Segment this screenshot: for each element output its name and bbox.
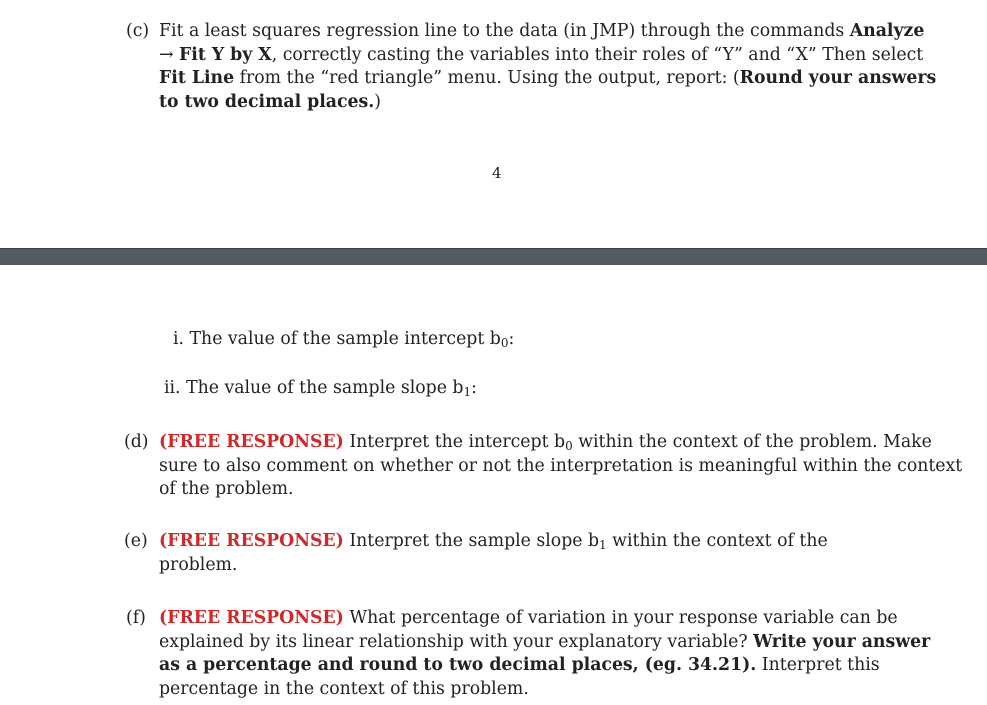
part-f-label: (f) <box>126 608 146 628</box>
part-c-line4: to two decimal places.) <box>159 91 382 112</box>
part-d <box>124 431 963 503</box>
part-c-label: (c) <box>126 21 150 41</box>
part-c <box>126 20 936 120</box>
part-e-label: (e) <box>124 531 148 551</box>
part-d-line3: of the problem. <box>159 479 294 499</box>
free-response-tag: (FREE RESPONSE) <box>159 531 344 551</box>
part-f-line2: explained by its linear relationship with your explanatory variable? Write your answer <box>159 631 931 652</box>
page-bottom <box>0 265 987 705</box>
page-top <box>0 0 987 250</box>
page-number: 4 <box>492 164 502 182</box>
free-response-tag: (FREE RESPONSE) <box>159 432 344 452</box>
part-f-line4: percentage in the context of this problem. <box>159 678 529 699</box>
part-d-line1: (FREE RESPONSE) Interpret the intercept $b_0$ within the context of the problem. Make <box>159 432 932 453</box>
part-f <box>126 607 938 703</box>
sub-item-ii: ii. The value of the sample slope $b_1$: <box>164 378 477 399</box>
part-d-text <box>159 431 963 502</box>
part-c-line2: → Fit Y by X, correctly casting the variables into their roles of “Y” and “X” Then select <box>159 44 924 65</box>
part-f-text <box>159 607 934 701</box>
part-c-text <box>159 20 937 114</box>
free-response-tag: (FREE RESPONSE) <box>159 608 344 628</box>
part-e-line2: problem. <box>159 554 238 575</box>
part-e <box>124 530 936 580</box>
part-c-line1: Fit a least squares regression line to the data (in JMP) through the commands Analyze <box>159 21 925 41</box>
part-e-text <box>159 530 934 577</box>
part-d-label: (d) <box>124 432 149 452</box>
sub-item-i: i. The value of the sample intercept $b_0$: <box>173 329 515 350</box>
part-f-line3: as a percentage and round to two decimal places, (eg. 34.21). Interpret this <box>159 655 880 675</box>
part-d-line2: sure to also comment on whether or not the interpretation is meaningful within the context <box>159 455 963 476</box>
part-e-line1: (FREE RESPONSE) Interpret the sample slope $b_1$ within the context of the <box>159 531 828 552</box>
part-c-line3: Fit Line from the “red triangle” menu. Using the output, report: (Round your answers <box>159 68 937 88</box>
part-f-line1: (FREE RESPONSE) What percentage of variation in your response variable can be <box>159 608 898 628</box>
